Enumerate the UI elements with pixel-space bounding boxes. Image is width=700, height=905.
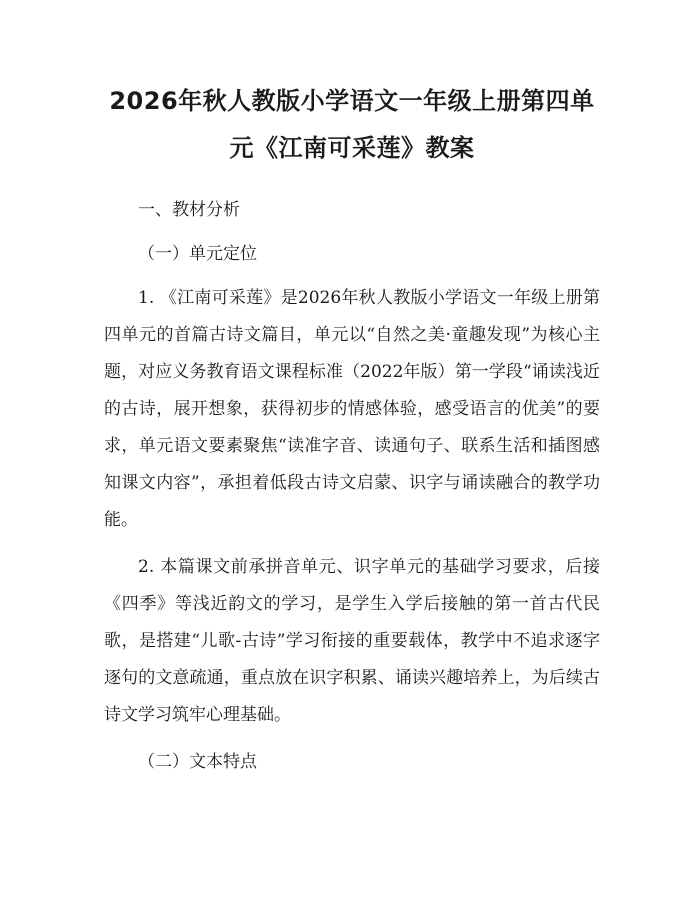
title-line-1: 2026年秋人教版小学语文一年级上册第四单 — [109, 87, 595, 115]
subsection-heading-unit-positioning: （一）单元定位 — [138, 244, 257, 264]
subsection-heading-text-features: （二）文本特点 — [138, 752, 257, 772]
document-title — [104, 78, 600, 172]
paragraph-1: 1. 《江南可采莲》是2026年秋人教版小学语文一年级上册第四单元的首篇古诗文篇目，单元以“自然之美·童趣发现”为核心主题，对应义务教育语文课程标准（2022年版）第一学段“诵读浅近的古诗，展开想象，获得初步的情感体验，感受语言的优美”的要求，单元语文要素聚焦“读准字音、读通句子、联系生活和插图感知课文内容”，承担着低段古诗文启蒙、识字与诵读融合的教学功能。 — [104, 288, 600, 530]
section-heading-teaching-material-analysis: 一、教材分析 — [138, 200, 240, 220]
title-line-2: 元《江南可采莲》教案 — [229, 134, 475, 162]
paragraph-2: 2. 本篇课文前承拼音单元、识字单元的基础学习要求，后接《四季》等浅近韵文的学习，是学生入学后接触的第一首古代民歌，是搭建“儿歌-古诗”学习衔接的重要载体，教学中不追求逐字逐句的文意疏通，重点放在识字积累、诵读兴趣培养上，为后续古诗文学习筑牢心理基础。 — [104, 557, 600, 725]
